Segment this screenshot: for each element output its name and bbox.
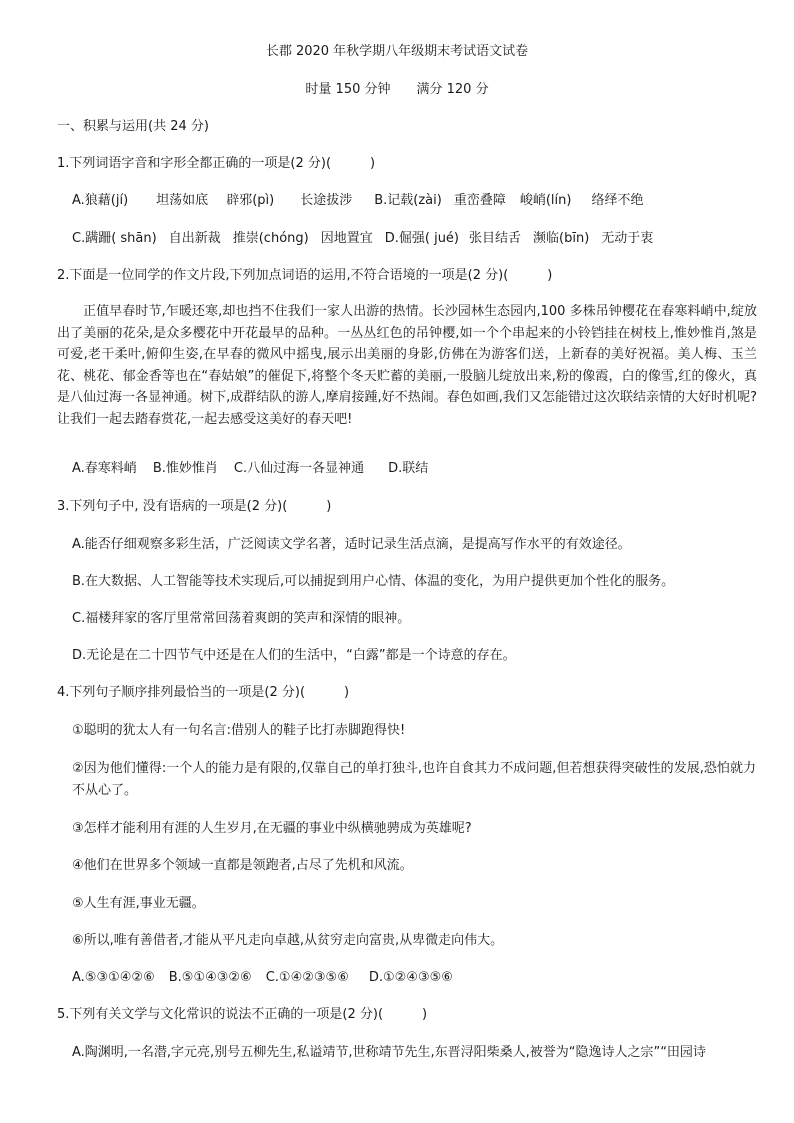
- question-1-row-1: [72, 193, 661, 209]
- question-3-stem: 3.下列句子中, 没有语病的一项是(2 分)( ): [57, 499, 332, 514]
- exam-time: 时量 150 分钟: [305, 82, 391, 97]
- q1-item: 濒临(bīn): [533, 231, 590, 246]
- q4-sentence-6: ⑥所以,唯有善借者,才能从平凡走向卓越,从贫穷走向富贵,从卑微走向伟大。: [72, 933, 504, 948]
- exam-title: 长郡 2020 年秋学期八年级期末考试语文试卷: [265, 44, 529, 59]
- q4-option: C.①④②③⑤⑥: [265, 970, 349, 985]
- q4-sentence-2: ②因为他们懂得:一个人的能力是有限的,仅靠自己的单打独斗,也许自食其力不成问题,但若想获得突破性的发展,恐怕就力不从心了。: [72, 761, 756, 798]
- q1-item: 辟邪(pì): [226, 193, 275, 208]
- section-heading: 一、积累与运用(共 24 分): [57, 119, 209, 134]
- q4-option: B.⑤①④③②⑥: [168, 970, 252, 985]
- q4-sentence-3: ③怎样才能利用有涯的人生岁月,在无疆的事业中纵横驰骋成为英雄呢?: [72, 821, 472, 836]
- q1-item: D.倔强( jué): [384, 231, 460, 246]
- q3-option-b: B.在大数据、人工智能等技术实现后,可以捕捉到用户心情、体温的变化，为用户提供更加个性化的服务。: [72, 574, 675, 589]
- q2-option: A.春寒料峭: [72, 461, 137, 476]
- q1-item: 坦荡如底: [156, 193, 209, 208]
- q2-option: D.联结: [388, 461, 429, 476]
- question-2-passage: 正值早春时节,乍暖还寒,却也挡不住我们一家人出游的热情。长沙园林生态园内,100 多株吊钟樱花在春寒料峭中,绽放出了美丽的花朵,是众多樱花中开花最早的品种。一丛丛红色的吊钟樱,如一个个串起来的小铃铛挂在树枝上,惟妙惟肖,煞是可爱,老干柔叶,俯仰生姿,在早春的微风中摇曳,展示出美丽的身影,仿佛在为游客们送，上新春的美好祝福。美人梅、玉兰花、桃花、郁金香等也在“春姑娘”的催促下,将整个冬天贮蓄的美丽,一股脑儿绽放出来,粉的像霞，白的像雪,红的像火，真是八仙过海一各显神通。树下,成群结队的游人,摩肩接踵,好不热闹。春色如画,我们又怎能错过这次联结亲情的大好时机呢?让我们一起去踏春赏花,一起去感受这美好的春天吧!: [57, 304, 757, 427]
- question-2-options: [72, 461, 446, 477]
- exam-meta: [0, 82, 794, 98]
- q4-sentence-1: ①聪明的犹太人有一句名言:借别人的鞋子比打赤脚跑得快!: [72, 723, 406, 738]
- q4-option: D.①②④③⑤⑥: [368, 970, 453, 985]
- q1-item: A.狼藉(jí): [72, 193, 129, 208]
- q1-item: B.记载(zài): [374, 193, 442, 208]
- question-4-options: [72, 970, 471, 986]
- q1-item: 重峦叠障: [453, 193, 506, 208]
- q2-option: C.八仙过海一各显神通: [233, 461, 365, 476]
- q1-item: 因地置宜: [320, 231, 373, 246]
- q1-item: C.蹒跚( shān): [72, 231, 157, 246]
- question-1-stem: 1.下列词语字音和字形全都正确的一项是(2 分)( ): [57, 156, 376, 171]
- question-2-stem: 2.下面是一位同学的作文片段,下列加点词语的运用,不符合语境的一项是(2 分)( ): [57, 268, 553, 283]
- q1-item: 推崇(chóng): [232, 231, 309, 246]
- q3-option-a: A.能否仔细观察多彩生活，广泛阅读文学名著，适时记录生活点滴，是提高写作水平的有效途径。: [72, 537, 631, 552]
- q1-item: 峻峭(lín): [519, 193, 572, 208]
- q1-item: 长途拔涉: [300, 193, 353, 208]
- q1-item: 无动于衷: [601, 231, 654, 246]
- q1-item: 张目结舌: [469, 231, 522, 246]
- q3-option-d: D.无论是在二十四节气中还是在人们的生活中，“白露”都是一个诗意的存在。: [72, 648, 516, 663]
- q2-option: B.惟妙惟肖: [152, 461, 218, 476]
- q3-option-c: C.福楼拜家的客厅里常常回荡着爽朗的笑声和深情的眼神。: [72, 611, 411, 626]
- question-1-row-2: [72, 231, 671, 247]
- question-5-stem: 5.下列有关文学与文化常识的说法不正确的一项是(2 分)( ): [57, 1007, 428, 1022]
- q1-item: 络绎不绝: [591, 193, 644, 208]
- q5-option-a: A.陶渊明,一名潜,字元亮,别号五柳先生,私谥靖节,世称靖节先生,东晋浔阳柴桑人,被誉为“隐逸诗人之宗”“田园诗: [72, 1045, 706, 1060]
- q4-sentence-5: ⑤人生有涯,事业无疆。: [72, 896, 205, 911]
- q1-item: 自出新裁: [168, 231, 221, 246]
- q4-option: A.⑤③①④②⑥: [72, 970, 155, 985]
- question-4-stem: 4.下列句子顺序排列最恰当的一项是(2 分)( ): [57, 685, 350, 700]
- q4-sentence-4: ④他们在世界多个领域一直都是领跑者,占尽了先机和风流。: [72, 858, 413, 873]
- exam-score: 满分 120 分: [416, 82, 489, 97]
